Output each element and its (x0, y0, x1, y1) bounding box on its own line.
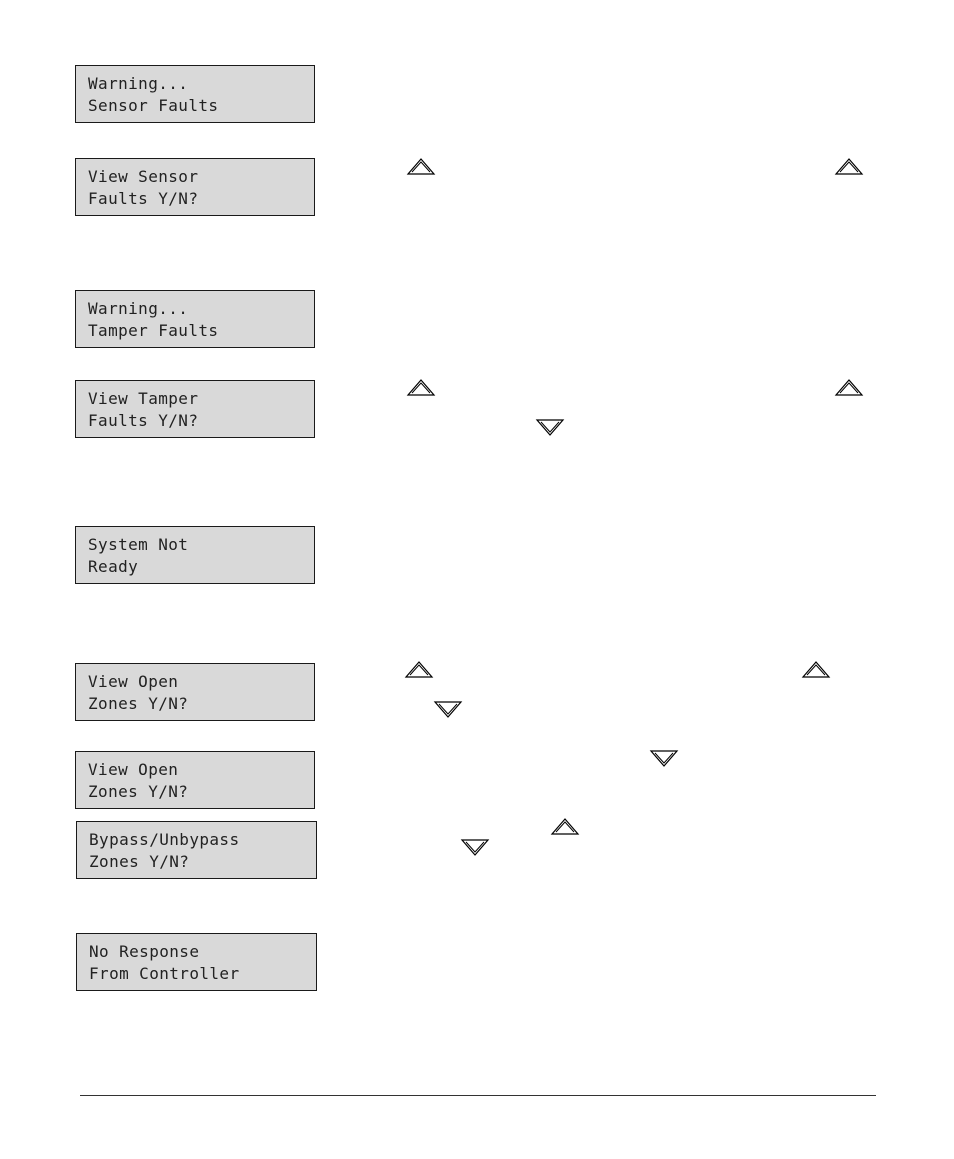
up-arrow-key-icon (834, 377, 864, 397)
lcd-line-2: Faults Y/N? (88, 411, 199, 430)
up-arrow-key-icon (550, 816, 580, 836)
lcd-display-view-sensor-faults (75, 158, 315, 216)
down-arrow-key-icon (433, 700, 463, 720)
lcd-line-2: Tamper Faults (88, 321, 219, 340)
lcd-display-sensor-faults (75, 65, 315, 123)
lcd-line-1: View Tamper (88, 389, 199, 408)
lcd-line-2: Zones Y/N? (88, 694, 189, 713)
lcd-display-system-not-ready (75, 526, 315, 584)
lcd-display-tamper-faults (75, 290, 315, 348)
down-arrow-key-icon (649, 749, 679, 769)
lcd-display-no-response (76, 933, 317, 991)
lcd-line-2: Faults Y/N? (88, 189, 199, 208)
lcd-display-bypass-zones (76, 821, 317, 879)
lcd-line-1: System Not (88, 535, 189, 554)
lcd-line-1: View Open (88, 760, 179, 779)
lcd-line-1: View Open (88, 672, 179, 691)
lcd-display-view-open-zones (75, 663, 315, 721)
lcd-line-1: No Response (89, 942, 200, 961)
lcd-line-1: View Sensor (88, 167, 199, 186)
lcd-display-view-open-zones-2 (75, 751, 315, 809)
down-arrow-key-icon (535, 418, 565, 438)
lcd-display-view-tamper-faults (75, 380, 315, 438)
up-arrow-key-icon (406, 156, 436, 176)
lcd-line-2: Zones Y/N? (89, 852, 190, 871)
lcd-line-1: Warning... (88, 74, 189, 93)
down-arrow-key-icon (460, 838, 490, 858)
lcd-line-2: Zones Y/N? (88, 782, 189, 801)
lcd-line-2: Ready (88, 557, 139, 576)
up-arrow-key-icon (404, 659, 434, 679)
lcd-line-2: Sensor Faults (88, 96, 219, 115)
up-arrow-key-icon (406, 377, 436, 397)
up-arrow-key-icon (834, 156, 864, 176)
footer-divider (80, 1095, 876, 1096)
lcd-line-1: Bypass/Unbypass (89, 830, 240, 849)
up-arrow-key-icon (801, 659, 831, 679)
lcd-line-2: From Controller (89, 964, 240, 983)
lcd-line-1: Warning... (88, 299, 189, 318)
